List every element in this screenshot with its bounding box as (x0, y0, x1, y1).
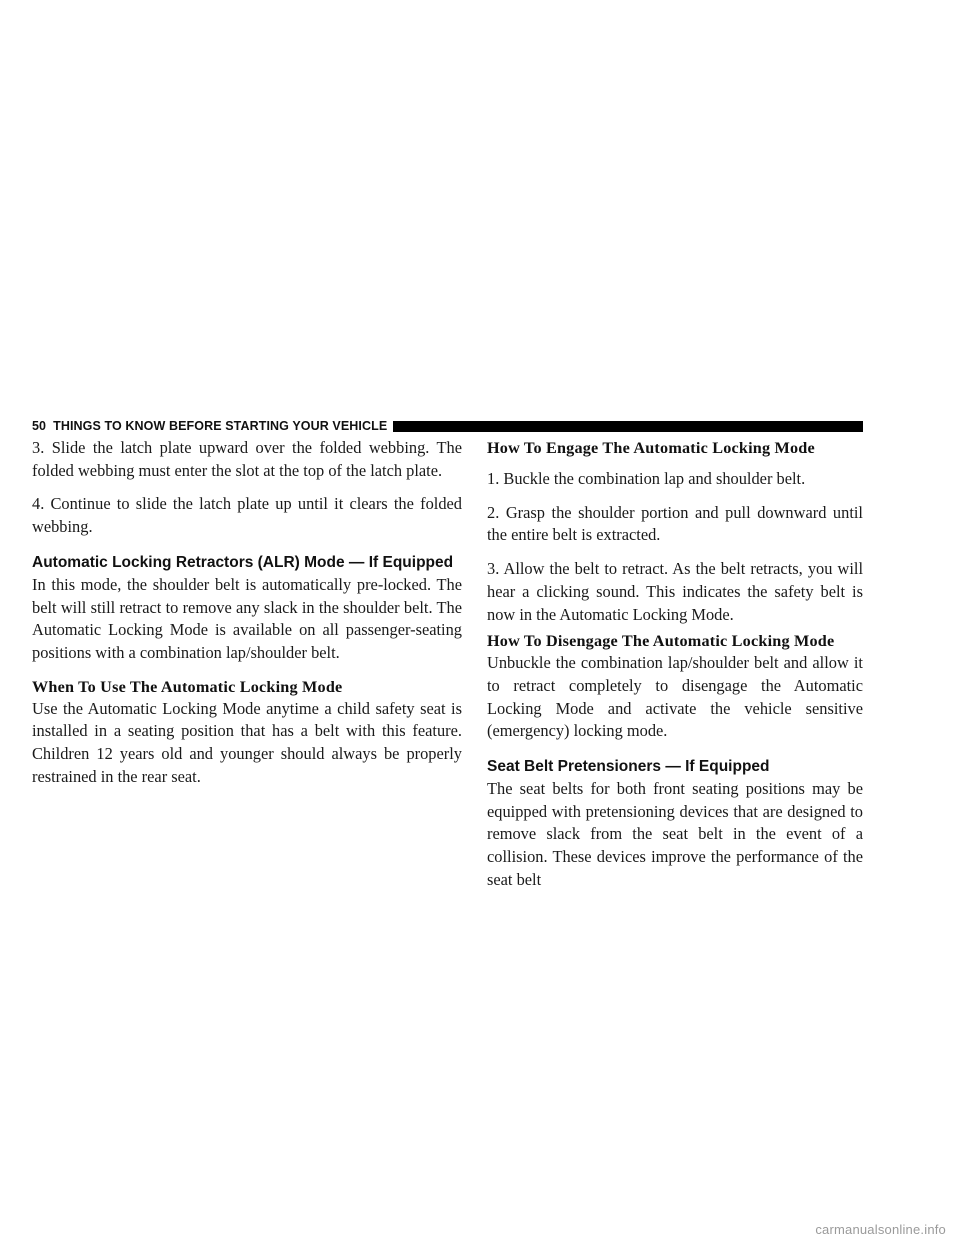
heading-how-to-engage: How To Engage The Automatic Locking Mode (487, 439, 815, 457)
paragraph-engage-step-1: 1. Buckle the combination lap and shoulder belt. (487, 469, 806, 488)
paragraph-engage-step-2: 2. Grasp the shoulder portion and pull downward until the entire belt is extracted. (487, 502, 863, 545)
left-column (32, 437, 462, 788)
header-text (32, 419, 387, 433)
page-number: 50 (32, 419, 47, 433)
right-column (487, 437, 863, 892)
heading-pretensioners: Seat Belt Pretensioners — If Equipped (487, 758, 770, 776)
section-title: THINGS TO KNOW BEFORE STARTING YOUR VEHICLE (53, 419, 388, 433)
page-header (32, 418, 863, 434)
paragraph-step-4: 4. Continue to slide the latch plate up until it clears the folded webbing. (32, 494, 462, 537)
paragraph-disengage: Unbuckle the combination lap/shoulder belt and allow it to retract completely to disengage the Automatic Locking Mode and activate the vehicle sensitive (emergency) locking mode. (487, 653, 863, 741)
heading-when-to-use: When To Use The Automatic Locking Mode (32, 677, 343, 696)
paragraph-engage-step-3: 3. Allow the belt to retract. As the belt retracts, you will hear a clicking sound. This indicates the safety belt is now in the Automatic Locking Mode. (487, 559, 863, 624)
paragraph-pretensioners: The seat belts for both front seating positions may be equipped with pretensioning devices that are designed to remove slack from the seat belt in the event of a collision. These devices improve the performance of the seat belt (487, 779, 863, 889)
watermark-text: carmanualsonline.info (815, 1222, 946, 1237)
paragraph-when-to-use: Use the Automatic Locking Mode anytime a child safety seat is installed in a seating position that has a belt with this feature. Children 12 years old and younger should always be properly restrained in the rear seat. (32, 698, 462, 786)
paragraph-alr-description: In this mode, the shoulder belt is automatically pre-locked. The belt will still retract to remove any slack in the shoulder belt. The Automatic Locking Mode is available on all passenger-seating positions with a combination lap/shoulder belt. (32, 574, 462, 662)
heading-how-to-disengage: How To Disengage The Automatic Locking Mode (487, 632, 835, 651)
header-rule-bar (393, 421, 863, 432)
paragraph-step-3: 3. Slide the latch plate upward over the folded webbing. The folded webbing must enter the slot at the top of the latch plate. (32, 438, 462, 480)
heading-alr-mode: Automatic Locking Retractors (ALR) Mode — If Equipped (32, 553, 454, 571)
